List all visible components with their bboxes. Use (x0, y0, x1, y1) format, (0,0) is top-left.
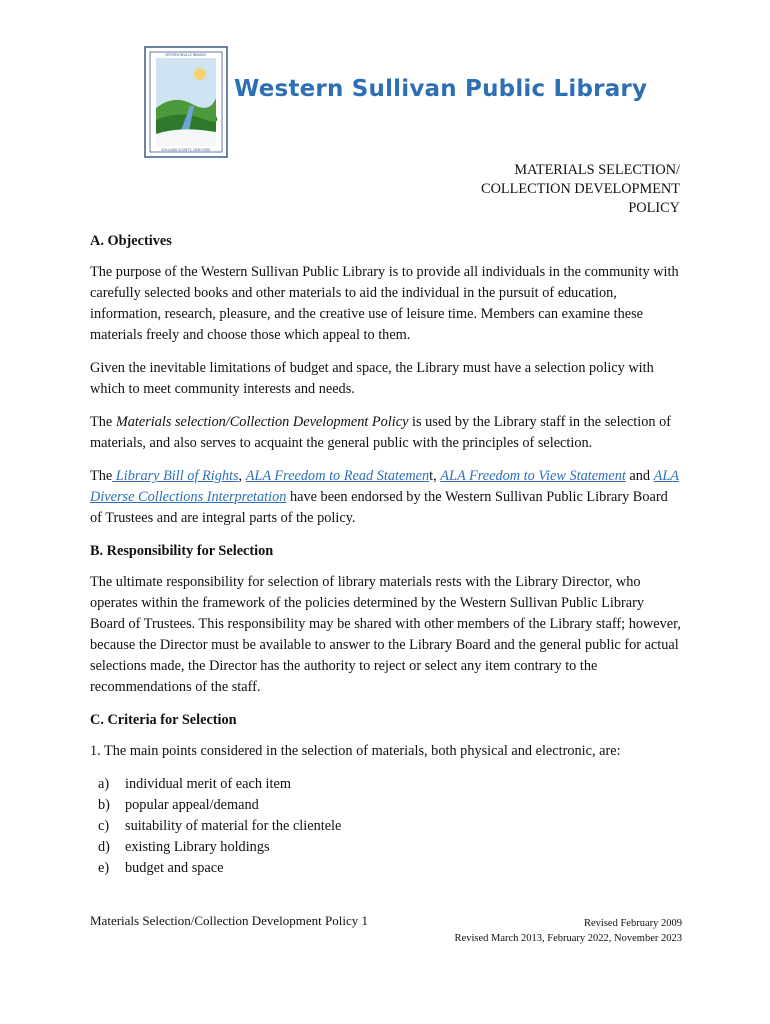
list-text: popular appeal/demand (125, 797, 259, 813)
section-heading-responsibility: B. Responsibility for Selection (90, 543, 274, 559)
text: t, (429, 468, 441, 484)
title-line: POLICY (628, 200, 680, 216)
section-heading-criteria: C. Criteria for Selection (90, 712, 237, 728)
library-seal-logo (144, 46, 228, 158)
list-marker: e) (98, 860, 110, 876)
title-line: COLLECTION DEVELOPMENT (481, 181, 680, 197)
list-text: suitability of material for the clientele (125, 818, 342, 834)
paragraph: The ultimate responsibility for selection of library materials rests with the Library Director, who operates within the framework of the policies determined by the Western Sullivan Public Library Board of Trustees. This responsibility may be shared with other members of the Library staff; however, because the Director must be available to answer to the Library Board and the general public for actual selections made, the Director has the authority to reject or select any item contrary to the recommendations of the staff. (90, 574, 681, 695)
paragraph: The purpose of the Western Sullivan Public Library is to provide all individuals in the community with carefully selected books and other materials to aid the individual in the pursuit of education, information, research, pleasure, and the creative use of leisure time. Members can examine these materials freely and choose those which appeal to them. (90, 264, 679, 343)
library-brand-name: Western Sullivan Public Library (234, 76, 648, 102)
paragraph-endorsed-documents (90, 466, 682, 529)
title-line: MATERIALS SELECTION/ (514, 162, 680, 178)
revision-line: Revised February 2009 (584, 918, 682, 929)
list-marker: b) (98, 797, 110, 813)
link-freedom-to-view[interactable]: ALA Freedom to View Statement (440, 468, 626, 484)
svg-text:SULLIVAN COUNTY, NEW YORK: SULLIVAN COUNTY, NEW YORK (161, 148, 211, 152)
section-heading-objectives: A. Objectives (90, 233, 172, 249)
paragraph: 1. The main points considered in the selection of materials, both physical and electronic, are: (90, 743, 621, 759)
list-marker: a) (98, 776, 110, 792)
list-text: individual merit of each item (125, 776, 291, 792)
list-marker: c) (98, 818, 110, 834)
list-text: budget and space (125, 860, 224, 876)
revision-line: Revised March 2013, February 2022, November 2023 (454, 933, 682, 944)
text: The (90, 468, 113, 484)
list-item (98, 774, 682, 795)
document-title (360, 161, 680, 218)
text: and (625, 468, 654, 484)
text: is used by the Library staff in the selection of materials, and also serves to acquaint the general public with the principles of selection. (90, 414, 671, 451)
footer-page-label: Materials Selection/Collection Development Policy 1 (90, 913, 368, 928)
criteria-list (90, 774, 682, 879)
paragraph (90, 412, 682, 454)
list-item (98, 837, 682, 858)
list-item (98, 858, 682, 879)
text: have been endorsed by the Western Sullivan Public Library Board of Trustees and are integral parts of the policy. (90, 489, 668, 526)
policy-name: Materials selection/Collection Development Policy (115, 414, 409, 430)
footer-revisions (455, 916, 682, 946)
link-library-bill-of-rights[interactable]: Library Bill of Rights (112, 468, 239, 484)
paragraph: Given the inevitable limitations of budget and space, the Library must have a selection policy with which to meet community interests and needs. (90, 360, 654, 397)
link-diverse-collections[interactable]: ALA Diverse Collections Interpretation (90, 468, 680, 505)
list-text: existing Library holdings (125, 839, 270, 855)
list-item (98, 816, 682, 837)
text: The (90, 414, 116, 430)
link-freedom-to-read[interactable]: ALA Freedom to Read Statemen (245, 468, 430, 484)
text: , (238, 468, 246, 484)
svg-text:JEFFERSONVILLE BRANCH: JEFFERSONVILLE BRANCH (165, 53, 207, 57)
list-item (98, 795, 682, 816)
list-marker: d) (98, 839, 110, 855)
document-body (90, 231, 682, 879)
